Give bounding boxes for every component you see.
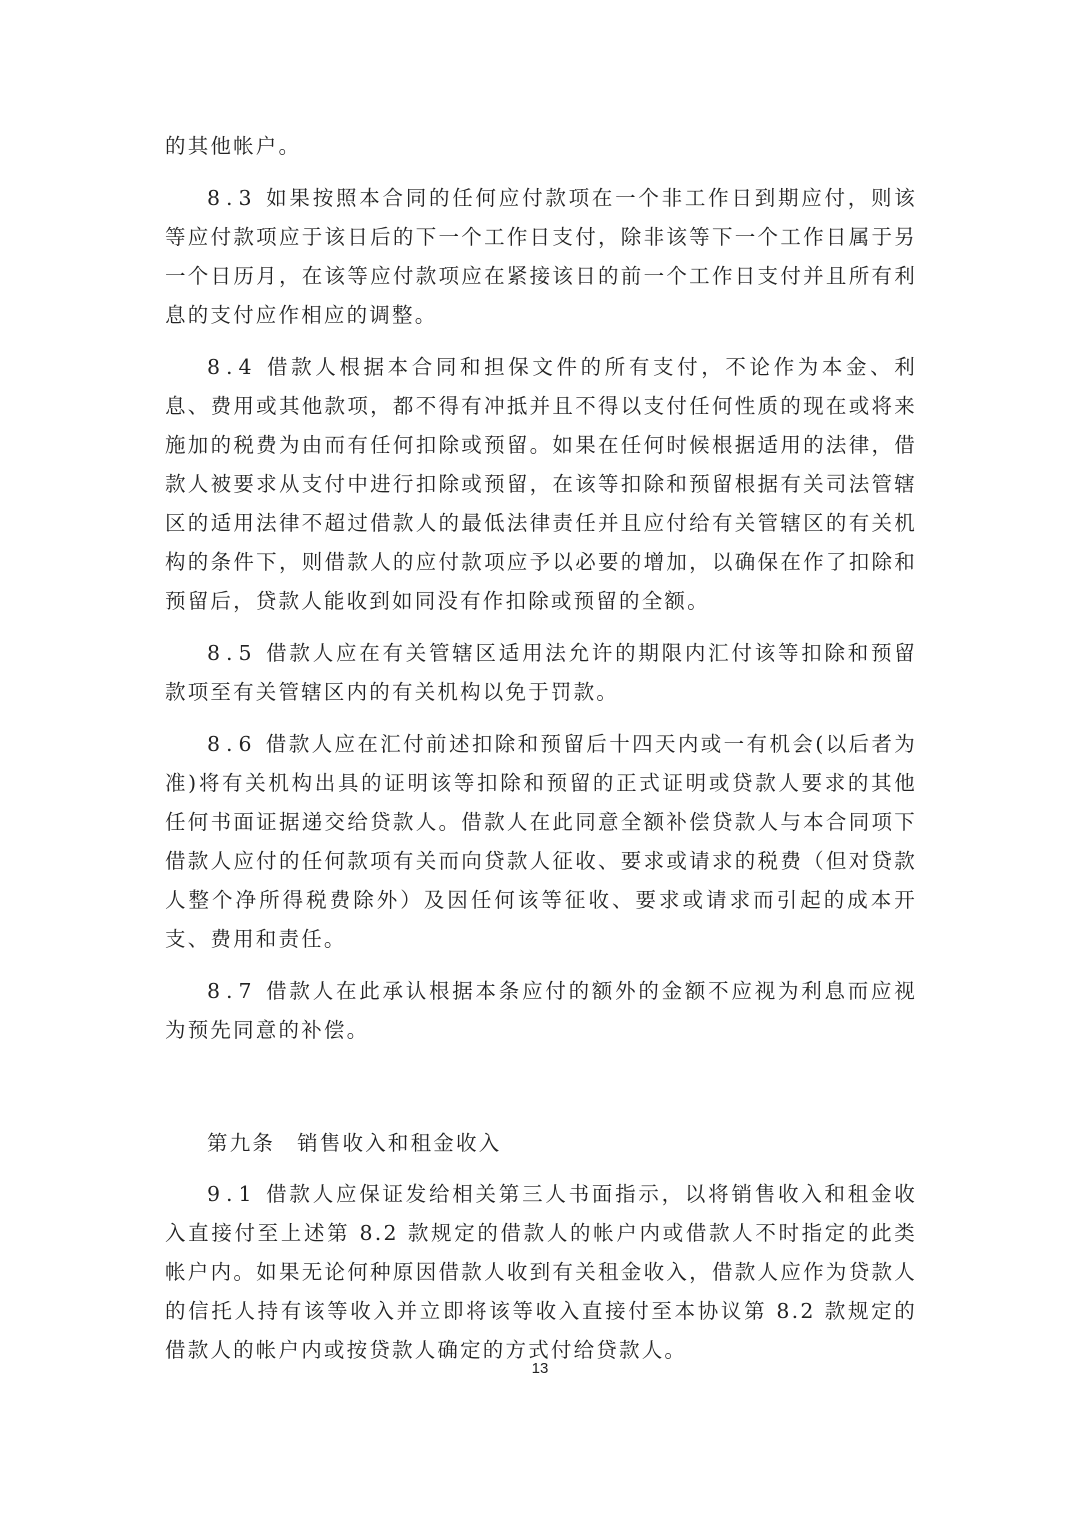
clause-8-7 xyxy=(165,972,917,1050)
clause-number: 8.4 xyxy=(207,355,258,379)
clause-number: 8.3 xyxy=(207,186,258,210)
paragraph-continuation xyxy=(165,127,917,166)
page-number: 13 xyxy=(531,1360,549,1377)
clause-8-6 xyxy=(165,725,917,959)
clause-8-3 xyxy=(165,179,917,335)
clause-text: 借款人应保证发给相关第三人书面指示，以将销售收入和租金收入直接付至上述第 8.2 款规定的借款人的帐户内或借款人不时指定的此类帐户内。如果无论何种原因借款人收到有关租金收入，借款人应作为贷款人的信托人持有该等收入并立即将该等收入直接付至本协议第 8.2 款规定的借款人的帐户内或按贷款人确定的方式付给贷款人。 xyxy=(165,1182,917,1362)
section-title: 销售收入和租金收入 xyxy=(297,1131,502,1155)
clause-text: 借款人根据本合同和担保文件的所有支付，不论作为本金、利息、费用或其他款项，都不得有冲抵并且不得以支付任何性质的现在或将来施加的税费为由而有任何扣除或预留。如果在任何时候根据适用的法律，借款人被要求从支付中进行扣除或预留，在该等扣除和预留根据有关司法管辖区的适用法律不超过借款人的最低法律责任并且应付给有关管辖区的有关机构的条件下，则借款人的应付款项应予以必要的增加，以确保在作了扣除和预留后，贷款人能收到如同没有作扣除或预留的全额。 xyxy=(165,355,917,613)
clause-number: 8.7 xyxy=(207,979,258,1003)
clause-text: 借款人应在有关管辖区适用法允许的期限内汇付该等扣除和预留款项至有关管辖区内的有关机构以免于罚款。 xyxy=(165,641,917,704)
document-body xyxy=(165,127,917,1383)
clause-text: 借款人应在汇付前述扣除和预留后十四天内或一有机会(以后者为准)将有关机构出具的证明该等扣除和预留的正式证明或贷款人要求的其他任何书面证据递交给贷款人。借款人在此同意全额补偿贷款人与本合同项下借款人应付的任何款项有关而向贷款人征收、要求或请求的税费（但对贷款人整个净所得税费除外）及因任何该等征收、要求或请求而引起的成本开支、费用和责任。 xyxy=(165,732,917,951)
clause-number: 9.1 xyxy=(207,1182,258,1206)
clause-8-5 xyxy=(165,634,917,712)
clause-text: 借款人在此承认根据本条应付的额外的金额不应视为利息而应视为预先同意的补偿。 xyxy=(165,979,917,1042)
clause-9-1 xyxy=(165,1175,917,1370)
section-number: 第九条 xyxy=(207,1131,276,1155)
clause-text: 如果按照本合同的任何应付款项在一个非工作日到期应付，则该等应付款项应于该日后的下一个工作日支付，除非该等下一个工作日属于另一个日历月，在该等应付款项应在紧接该日的前一个工作日支付并且所有利息的支付应作相应的调整。 xyxy=(165,186,917,327)
clause-number: 8.5 xyxy=(207,641,258,665)
clause-8-4 xyxy=(165,348,917,621)
paragraph-text: 的其他帐户。 xyxy=(165,134,302,158)
section-heading xyxy=(165,1124,917,1163)
clause-number: 8.6 xyxy=(207,732,258,756)
